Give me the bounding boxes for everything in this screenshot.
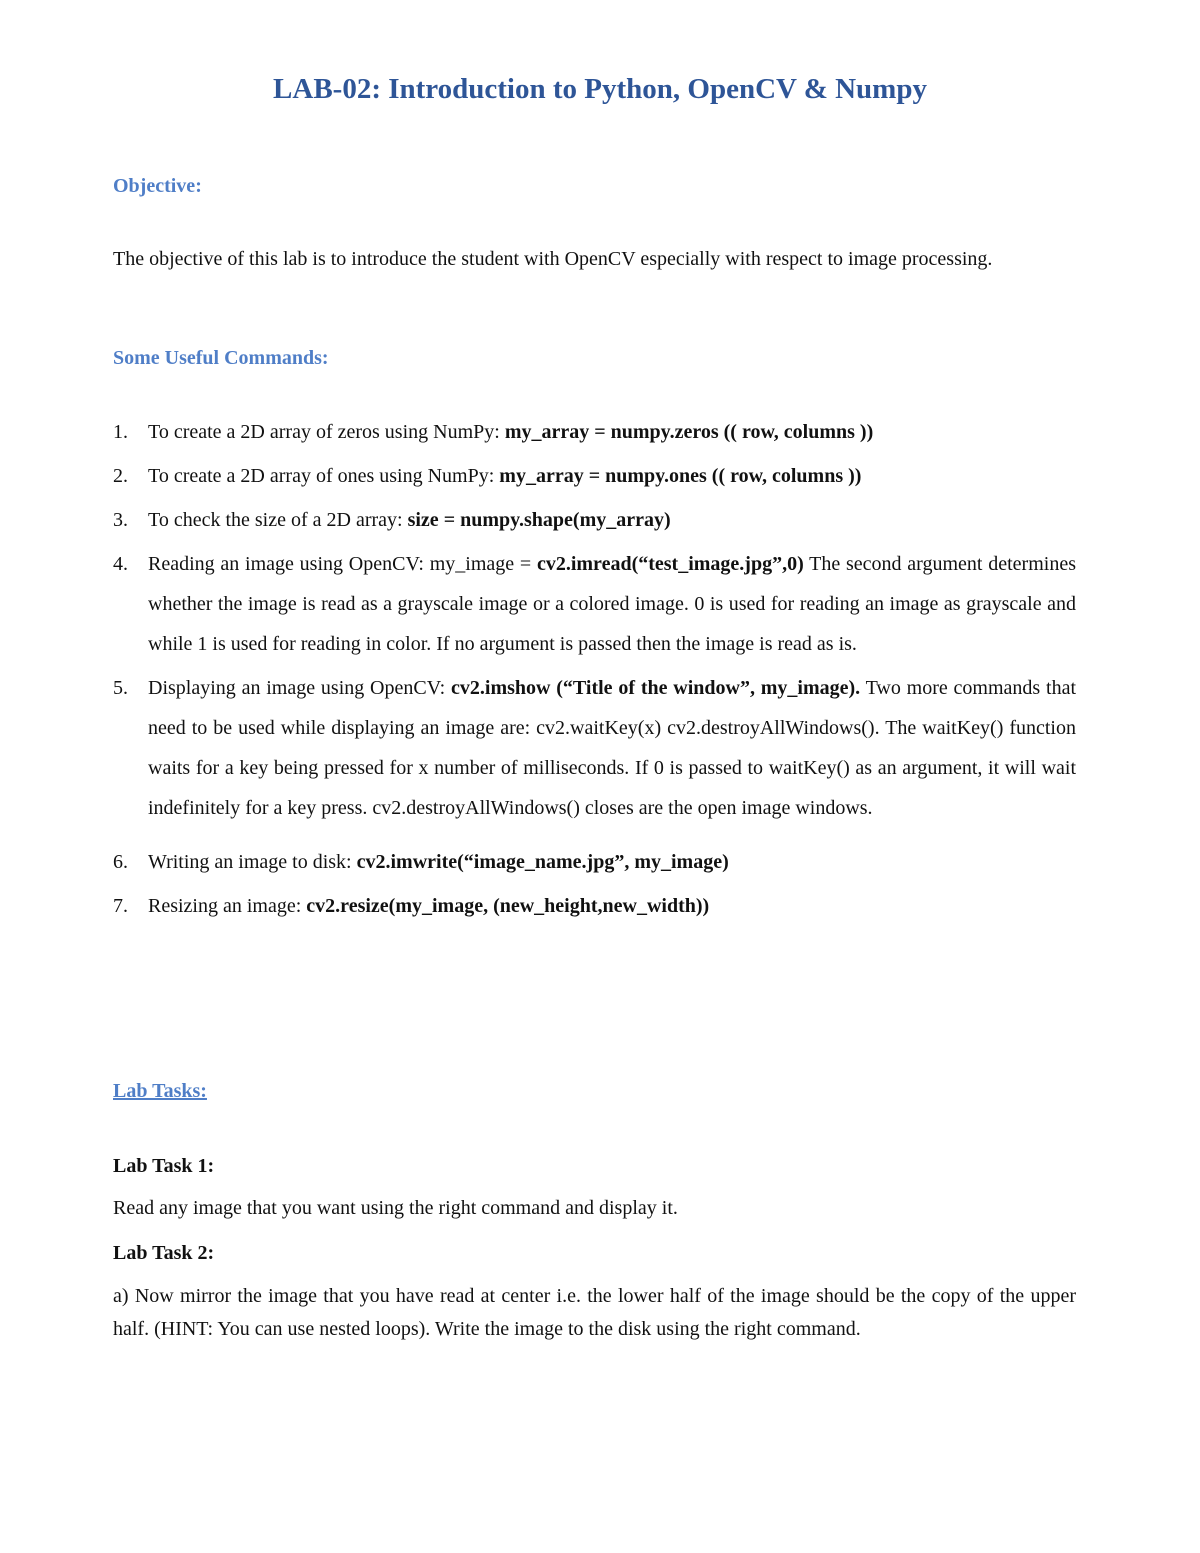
command-text: To create a 2D array of zeros using NumPy: xyxy=(148,421,505,443)
command-text: Reading an image using OpenCV: my_image = xyxy=(148,553,537,575)
command-number: 3. xyxy=(113,509,128,531)
command-description: The second argument determines whether the image is read as a grayscale image or a colored image. 0 is used for reading an image as grayscale and while 1 is used for reading in color. If no argument is passed then the image is read as is. xyxy=(148,553,1076,655)
lab-task-1-title: Lab Task 1: xyxy=(113,1155,215,1177)
command-code: cv2.imshow (“Title of the window”, my_image). xyxy=(451,677,861,699)
page-title: LAB-02: Introduction to Python, OpenCV & Numpy xyxy=(273,73,927,105)
command-item-3 xyxy=(113,500,1076,540)
lab-task-2-title: Lab Task 2: xyxy=(113,1242,215,1264)
objective-text: The objective of this lab is to introduce the student with OpenCV especially with respect to image processing. xyxy=(113,248,993,270)
command-text: Writing an image to disk: xyxy=(148,851,357,873)
command-number: 5. xyxy=(113,677,128,699)
command-text: Resizing an image: xyxy=(148,895,307,917)
command-item-5 xyxy=(113,668,1076,828)
command-number: 6. xyxy=(113,851,128,873)
command-code: cv2.resize(my_image, (new_height,new_width)) xyxy=(306,895,710,917)
commands-list xyxy=(113,412,1076,926)
command-code: my_array = numpy.ones (( row, columns )) xyxy=(499,465,862,487)
command-number: 2. xyxy=(113,465,128,487)
lab-task-1-text: Read any image that you want using the right command and display it. xyxy=(113,1197,678,1219)
command-code: cv2.imwrite(“image_name.jpg”, my_image) xyxy=(356,851,729,873)
command-text: To check the size of a 2D array: xyxy=(148,509,408,531)
command-item-2 xyxy=(113,456,1076,496)
commands-heading: Some Useful Commands: xyxy=(113,347,329,369)
objective-heading: Objective: xyxy=(113,175,202,197)
command-text: To create a 2D array of ones using NumPy: xyxy=(148,465,500,487)
command-number: 7. xyxy=(113,895,128,917)
command-text: Displaying an image using OpenCV: xyxy=(148,677,452,699)
command-item-4 xyxy=(113,544,1076,664)
command-description: Two more commands that need to be used while displaying an image are: cv2.waitKey(x) cv2.destroyAllWindows(). The waitKey() function waits for a key being pressed for x number of milliseconds. If 0 is passed to waitKey() as an argument, it will wait indefinitely for a key press. cv2.destroyAllWindows() closes are the open image windows. xyxy=(148,677,1076,819)
command-item-6 xyxy=(113,842,1076,882)
lab-task-2-text: a) Now mirror the image that you have read at center i.e. the lower half of the image should be the copy of the upper half. (HINT: You can use nested loops). Write the image to the disk using the right command. xyxy=(113,1285,1076,1340)
command-number: 4. xyxy=(113,553,128,575)
command-item-7 xyxy=(113,886,1076,926)
command-item-1 xyxy=(113,412,1076,452)
command-code: my_array = numpy.zeros (( row, columns )) xyxy=(504,421,874,443)
lab-tasks-heading[interactable]: Lab Tasks: xyxy=(113,1080,207,1102)
command-code: size = numpy.shape(my_array) xyxy=(407,509,671,531)
command-number: 1. xyxy=(113,421,128,443)
command-code: cv2.imread(“test_image.jpg”,0) xyxy=(536,553,804,575)
